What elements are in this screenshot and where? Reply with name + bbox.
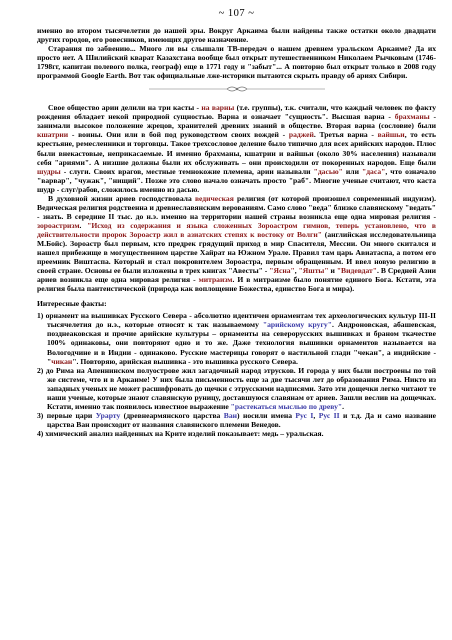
facts-list — [37, 311, 436, 438]
highlight-videvdat: "Видевдат" — [336, 266, 377, 276]
text: (т.е. группы), т.к. считали, что каждый человек по факту рождения обладает некой природной сущностью. Варна и означает "сущность". Высшая варна - — [37, 103, 437, 122]
paragraph-continuation: именно во втором тысячелетии до нашей эры. Вокруг Аркаима были найдены также остатки около двадцати других городов, его ровесников, имеющих другое назначение. — [37, 26, 436, 45]
text: до Рима на Апеннинском полуострове жил загадочный народ этрусков. И города у них были построены по той же системе, что и в Аркаиме! У них была письменность еще за две тысячи лет до образования Рима. Никто из западных ученых не может расшифровать до щечки с этрусскими надписями. Зато эти дощечки легко читают те наши ученые, которые знают славянскую руницу, доставшуюся славянам от ариев. Зашли веслив на дощечках. Кстати, именно так появилось известное выражение — [45, 365, 436, 411]
highlight-dasyu: "дасью" — [313, 166, 343, 176]
highlight-urartu: Урарту — [95, 410, 121, 420]
text: . — [79, 220, 88, 230]
list-number: 4) — [37, 428, 44, 438]
highlight-vedic: ведическая — [194, 193, 234, 203]
text: или — [342, 166, 362, 176]
highlight-rus-2: Рус II — [318, 410, 340, 420]
list-number: 3) — [37, 410, 44, 420]
highlight-dasa: "даса" — [362, 166, 386, 176]
text: религия (от которой произошел современный индуизм). Ведическая религия родственна и древнеславянским верованиям. Само слово "веда" близко славянскому "ведать" - знать. В середине II тыс. до н.э. именно на территории нашей страны возникла еще одна мировая религия - — [37, 193, 437, 221]
text: , что означало "варвар", "чужак", "нищий". Позже это слово начало означать просто "раб". Многие ученые считают, что каста шудр - слуг/рабов, сложилось именно из дасью. — [37, 166, 436, 194]
highlight-zoroastrianism: зороастризм — [37, 220, 80, 230]
highlight-kshatriyas: кшатрии — [37, 130, 69, 140]
highlight-varnas: на варны — [201, 103, 235, 113]
list-item — [37, 311, 436, 365]
highlight-mithraism: митраизм — [198, 275, 233, 285]
text: - воины. Они или в бой под руководством своих вождей - — [68, 130, 289, 140]
highlight-chikan: чикан — [51, 356, 73, 366]
text: (английская исследовательница М.Бойс). Зороастр был первым, кто предрек грядущий приход в мир Спасителя, Мессии. Он много скитался и нашел прибежище в могущественном царстве Хайрат на Южном Урале. Правил там царь Авиатаспа, а потом его преемник Виштаспа. Который и стал покровителем Зороастра, первым обращенным. И ввел новую религию в своей стране. Основы ее были изложены в трех книгах "Авесты" - — [37, 229, 436, 276]
text: химический анализ найденных на Крите изделий показывает: медь – уральская. — [45, 428, 324, 438]
highlight-brahmins: брахманы — [394, 112, 430, 122]
text: В духовной жизни ариев господствовала — [48, 193, 195, 203]
page-number: ~ 107 ~ — [218, 8, 255, 19]
facts-heading: Интересные факты: — [37, 299, 107, 309]
text: - слуги. Своих врагов, местные темнокожие племена, арии называли — [60, 166, 314, 176]
highlight-rajas: раджей — [288, 130, 314, 140]
highlight-yashts: "Яшты" — [298, 266, 329, 276]
text: . — [342, 401, 345, 411]
text: орнамент на вышивках Русского Севера - абсолютно идентичен орнаментам тех археологических культур III-II тысячелетия до н.э., которые относят к так называемому — [45, 311, 436, 330]
text: ) носили имена — [237, 410, 296, 420]
text: (древнеармянского царства — [120, 410, 224, 420]
highlight-shudras: шудры — [37, 166, 61, 176]
highlight-idiom: "растекаться мыслью по древу" — [230, 401, 343, 411]
text: . Андроновская, абашевская, позднеаковская и прочие арийские культуры – орнаменты на северорусских вышивках и браном ткачестве 100% одинаковы, они повторяют одно и то же. Даже технология вышивки орнаментов называется на Вологодчине и в Индии - одинаково. Русские мастерицы говорят о настильной глади "чекан", а индийские - " — [47, 320, 437, 366]
divider-flourish-icon — [147, 84, 327, 94]
text: , — [313, 410, 319, 420]
highlight-yasna: "Ясна" — [269, 266, 295, 276]
text: первые цари — [46, 410, 96, 420]
highlight-rus-1: Рус I — [295, 410, 314, 420]
ornamental-divider — [37, 84, 436, 94]
list-item — [37, 411, 436, 429]
highlight-aryan-circle: "арийскому кругу" — [262, 320, 332, 330]
paragraph-forgetting: Старания по забвению... Много ли вы слышали ТВ-передач о нашем древнем уральском Аркаиме? Да их просто нет. А Шилийский кварат Казахстана вообще был открыт путешественником Николаем Рычковым (1746-1798гг, капитан полевого полка, географ) еще в 1771 году и "забыт"... А повторно был открыт только в 2008 году программой Google Earth. Вот так официальные лже-историки пытаются скрыть правду об ариях Сибири. — [37, 44, 436, 81]
text: , то есть крестьяне, ремесленники и торговцы. Такое трехсословое деление было типично для всех арийских народов. Плюс были внекастовые, неприкасаемые. И именно брахманы, кшатрии и вайшьи (около 30% населения) называли себя "ариями". А низшие должны были их обслуживать – они происходили от покоренных народов. Еще были — [37, 130, 436, 167]
text: ". Повторяю, арийская вышивка - это вышивка русского Севера. — [72, 356, 298, 366]
text: и — [328, 266, 337, 276]
text: - занимали высокое положение жрецов, хранителей древних знаний в обществе. Вторая варна (сословие) были — [37, 112, 437, 131]
text: . И в митраизме было понятие единого Бога. Кстати, эта религия была пантеистической (природа как воплощение Божества, единство Бога и мира). — [37, 275, 436, 294]
text: и т.д. Да и само название царства Ван происходит от названия славянского племени Венедов. — [47, 410, 437, 429]
text: Свое общество арии делили на три касты - — [48, 103, 202, 113]
list-item — [37, 429, 436, 438]
text: . В Средней Азии ариев возникла еще одна мировая религия - — [37, 266, 436, 285]
list-number: 1) — [37, 311, 44, 321]
list-number: 2) — [37, 365, 44, 375]
text: . Третья варна - — [313, 130, 378, 140]
paragraph-religion — [37, 194, 436, 294]
paragraph-castes — [37, 103, 436, 193]
text: , — [294, 266, 299, 276]
list-item — [37, 366, 436, 411]
quote-boyce: "Исход из содержания и языка сложенных Зороастром гимнов, теперь установлено, что в действительности пророк Зороастр жил в азиатских степях к востоку от Волги" — [37, 220, 436, 239]
highlight-van: Ван — [223, 410, 237, 420]
highlight-vaishyas: вайшьи — [377, 130, 405, 140]
